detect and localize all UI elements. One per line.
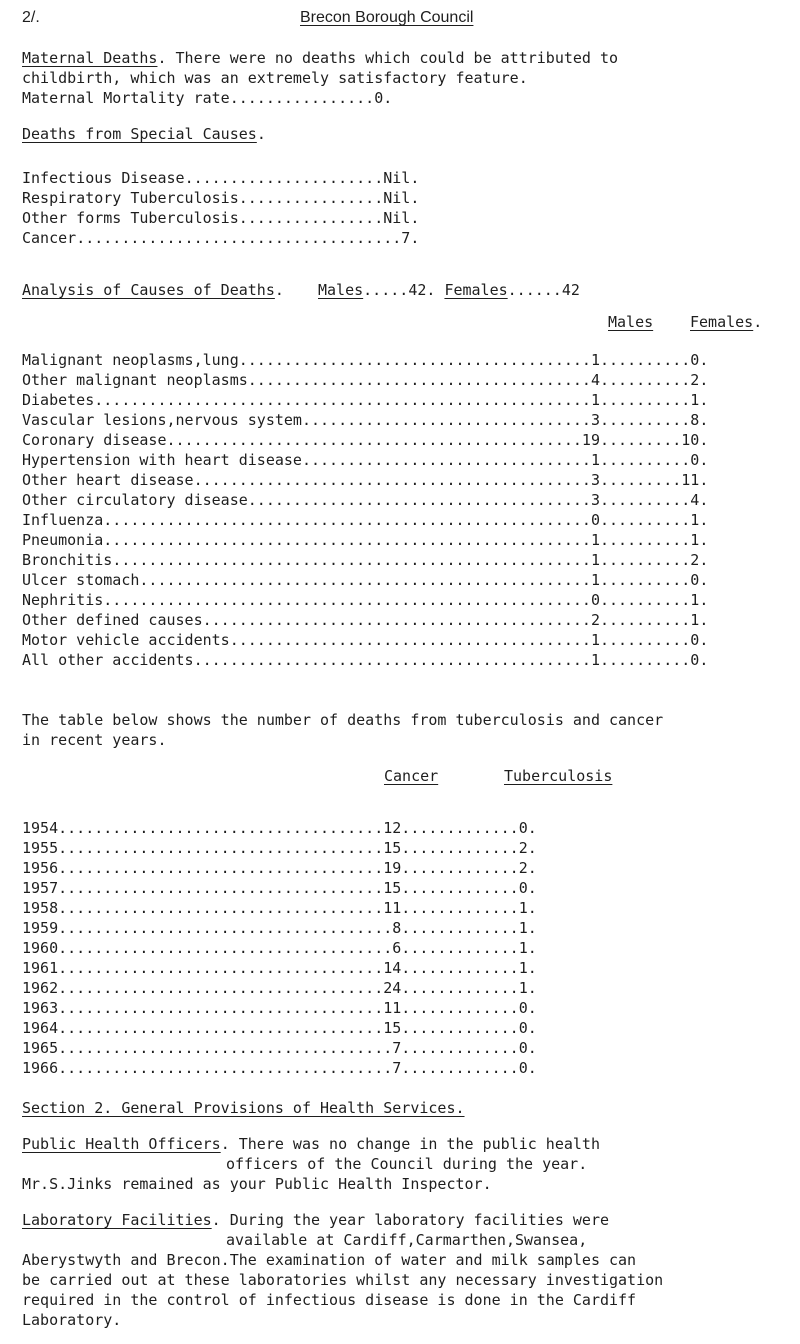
recent-cancer-value: 14 <box>383 959 402 977</box>
recent-cancer-value: 19 <box>383 859 402 877</box>
leader-dots: .......... <box>599 351 691 369</box>
leader-dots: ...................................... <box>247 371 591 389</box>
recent-cancer-value: 15 <box>383 879 402 897</box>
recent-tb-value: 0 <box>518 999 528 1017</box>
recent-year: 1959 <box>22 919 59 937</box>
section2-heading-line <box>22 1098 465 1118</box>
recent-year: 1961 <box>22 959 59 977</box>
analysis-row: Bronchitis.....................................................1..........2. <box>22 551 709 569</box>
analysis-males-value: 1 <box>590 351 600 369</box>
leader-dots: .......... <box>599 611 691 629</box>
analysis-row: Other heart disease............................................3.........11. <box>22 471 709 489</box>
analysis-males-value: 1 <box>590 651 600 669</box>
analysis-cause: Other malignant neoplasms <box>22 371 248 389</box>
recent-row: 1966.....................................7.............0. <box>22 1059 537 1077</box>
officers-text-3: Mr.S.Jinks remained as your Public Health Inspector. <box>22 1175 492 1193</box>
lab-text-2: available at Cardiff,Carmarthen,Swansea, <box>226 1231 588 1249</box>
recent-row: 1956....................................19.............2. <box>22 859 537 877</box>
analysis-row: Other circulatory disease......................................3..........4. <box>22 491 709 509</box>
special-cause-value: Nil <box>383 209 411 227</box>
leader-dots: .................................... <box>76 229 402 247</box>
leader-dots: .......... <box>599 511 691 529</box>
analysis-males-value: 1 <box>590 551 600 569</box>
analysis-row: Pneumonia......................................................1..........1. <box>22 531 709 549</box>
officers-heading: Public Health Officers <box>22 1135 221 1153</box>
analysis-males-value: 3 <box>590 411 600 429</box>
lab-text-1: During the year laboratory facilities were <box>229 1211 610 1229</box>
leader-dots: ............. <box>401 999 519 1017</box>
leader-dots: ....................................................... <box>94 391 591 409</box>
leader-dots: ............. <box>401 899 519 917</box>
maternal-rate-line: Maternal Mortality rate................0. <box>22 89 393 107</box>
leader-dots: .................................... <box>58 899 384 917</box>
leader-dots: ...................................................... <box>103 531 591 549</box>
recent-intro-1: The table below shows the number of deaths from tuberculosis and cancer <box>22 711 664 729</box>
leader-dots: ..................................... <box>58 1039 393 1057</box>
analysis-cause: Other circulatory disease <box>22 491 248 509</box>
leader-dots: ................ <box>238 209 384 227</box>
analysis-row: Vascular lesions,nervous system................................3..........8. <box>22 411 709 429</box>
leader-dots: ........................................ <box>229 631 591 649</box>
special-heading: Deaths from Special Causes <box>22 125 257 143</box>
leader-dots: .......... <box>599 451 691 469</box>
analysis-females-value: 8 <box>690 411 700 429</box>
analysis-cause: All other accidents <box>22 651 194 669</box>
leader-dots: ............................................ <box>193 471 591 489</box>
leader-dots: ............. <box>401 879 519 897</box>
recent-row: 1958....................................11.............1. <box>22 899 537 917</box>
leader-dots: ...................................... <box>247 491 591 509</box>
recent-year: 1966 <box>22 1059 59 1077</box>
analysis-heading-line: Analysis of Causes of Deaths. <box>22 281 284 299</box>
recent-cancer-value: 24 <box>383 979 402 997</box>
analysis-cause: Pneumonia <box>22 531 104 549</box>
leader-dots: ......... <box>599 431 682 449</box>
leader-dots: ............. <box>401 859 519 877</box>
analysis-males-value: 1 <box>590 631 600 649</box>
recent-intro-2: in recent years. <box>22 731 167 749</box>
analysis-males-value: 4 <box>590 371 600 389</box>
recent-row: 1954....................................12.............0. <box>22 819 537 837</box>
recent-cancer-value: 12 <box>383 819 402 837</box>
recent-cancer-value: 6 <box>392 939 402 957</box>
special-cause-label: Other forms Tuberculosis <box>22 209 239 227</box>
analysis-cause: Vascular lesions,nervous system <box>22 411 302 429</box>
leader-dots: ............. <box>401 839 519 857</box>
analysis-females-value: 1 <box>690 391 700 409</box>
analysis-row: Other defined causes...........................................2..........1. <box>22 611 709 629</box>
analysis-females-value: 4 <box>690 491 700 509</box>
analysis-row: Influenza......................................................0..........1. <box>22 511 709 529</box>
leader-dots: ..................................................... <box>112 551 591 569</box>
special-cause-label: Infectious Disease <box>22 169 185 187</box>
special-cause-row: Other forms Tuberculosis................Nil. <box>22 209 420 227</box>
recent-tb-value: 0 <box>518 879 528 897</box>
recent-year: 1965 <box>22 1039 59 1057</box>
leader-dots: ..................................... <box>58 1059 393 1077</box>
recent-row: 1962....................................24.............1. <box>22 979 537 997</box>
recent-year: 1963 <box>22 999 59 1017</box>
analysis-males-value: 1 <box>590 571 600 589</box>
leader-dots: ............. <box>401 1039 519 1057</box>
recent-tb-value: 1 <box>518 919 528 937</box>
analysis-row: All other accidents............................................1..........0. <box>22 651 709 669</box>
recent-year: 1960 <box>22 939 59 957</box>
leader-dots: .................................... <box>58 979 384 997</box>
leader-dots: ................................ <box>301 451 591 469</box>
analysis-cause: Bronchitis <box>22 551 113 569</box>
analysis-females-value: 0 <box>690 571 700 589</box>
analysis-row: Diabetes.......................................................1..........1. <box>22 391 709 409</box>
leader-dots: .......... <box>599 651 691 669</box>
recent-row: 1964....................................15.............0. <box>22 1019 537 1037</box>
lab-text-3: Aberystwyth and Brecon.The examination of water and milk samples can <box>22 1251 637 1269</box>
special-cause-row: Respiratory Tuberculosis................Nil. <box>22 189 420 207</box>
section2-heading: Section 2. General Provisions of Health Services. <box>22 1099 465 1117</box>
analysis-row: Ulcer stomach..................................................1..........0. <box>22 571 709 589</box>
analysis-col-males: Males <box>608 313 654 331</box>
analysis-males-total: 42 <box>408 281 427 299</box>
leader-dots: .................................... <box>58 879 384 897</box>
page-title: Brecon Borough Council <box>300 9 474 26</box>
analysis-cause: Influenza <box>22 511 104 529</box>
analysis-females-value: 2 <box>690 371 700 389</box>
leader-dots: ...................................................... <box>103 511 591 529</box>
recent-row: 1960.....................................6.............1. <box>22 939 537 957</box>
recent-cancer-value: 15 <box>383 839 402 857</box>
analysis-males-value: 0 <box>590 591 600 609</box>
lab-heading: Laboratory Facilities <box>22 1211 212 1229</box>
leader-dots: .......... <box>599 571 691 589</box>
special-cause-value: 7 <box>401 229 411 247</box>
analysis-females-value: 1 <box>690 611 700 629</box>
leader-dots: ............................................ <box>193 651 591 669</box>
recent-tb-value: 0 <box>518 819 528 837</box>
special-heading-line: Deaths from Special Causes. <box>22 125 266 143</box>
analysis-males-value: 1 <box>590 451 600 469</box>
leader-dots: ................ <box>238 189 384 207</box>
leader-dots: ............. <box>401 979 519 997</box>
recent-row: 1957....................................15.............0. <box>22 879 537 897</box>
officers-line-1: Public Health Officers. There was no change in the public health <box>22 1135 600 1153</box>
special-cause-value: Nil <box>383 189 411 207</box>
analysis-cause: Other heart disease <box>22 471 194 489</box>
analysis-females-value: 1 <box>690 591 700 609</box>
recent-tb-value: 0 <box>518 1059 528 1077</box>
page-number: 2/. <box>22 9 40 26</box>
analysis-males-value: 2 <box>590 611 600 629</box>
analysis-heading: Analysis of Causes of Deaths <box>22 281 275 299</box>
recent-row: 1963....................................11.............0. <box>22 999 537 1017</box>
special-cause-value: Nil <box>383 169 411 187</box>
analysis-females-value: 0 <box>690 451 700 469</box>
leader-dots: .............................................. <box>166 431 582 449</box>
analysis-cause: Malignant neoplasms,lung <box>22 351 239 369</box>
recent-cancer-value: 7 <box>392 1039 402 1057</box>
analysis-cause: Motor vehicle accidents <box>22 631 230 649</box>
analysis-females-value: 0 <box>690 351 700 369</box>
leader-dots: ..................................... <box>58 939 393 957</box>
analysis-males-value: 3 <box>590 471 600 489</box>
leader-dots: ......... <box>599 471 682 489</box>
recent-col-tb: Tuberculosis <box>504 767 613 785</box>
analysis-females-value: 0 <box>690 651 700 669</box>
recent-col-cancer: Cancer <box>384 767 439 785</box>
recent-tb-value: 1 <box>518 899 528 917</box>
recent-year: 1957 <box>22 879 59 897</box>
analysis-cause: Coronary disease <box>22 431 167 449</box>
analysis-males-label: Males <box>318 281 364 299</box>
maternal-line-1: Maternal Deaths. There were no deaths which could be attributed to <box>22 49 619 67</box>
lab-text-4: be carried out at these laboratories whilst any necessary investigation <box>22 1271 664 1289</box>
recent-tb-value: 2 <box>518 859 528 877</box>
leader-dots: ............. <box>401 939 519 957</box>
analysis-row: Hypertension with heart disease................................1..........0. <box>22 451 709 469</box>
leader-dots: .................................... <box>58 959 384 977</box>
recent-tb-value: 1 <box>518 979 528 997</box>
leader-dots: .................................... <box>58 999 384 1017</box>
recent-year: 1962 <box>22 979 59 997</box>
lab-line-1: Laboratory Facilities. During the year laboratory facilities were <box>22 1211 610 1229</box>
recent-year: 1958 <box>22 899 59 917</box>
officers-text-1: There was no change in the public health <box>238 1135 600 1153</box>
leader-dots: ............. <box>401 1059 519 1077</box>
analysis-row: Malignant neoplasms,lung.......................................1..........0. <box>22 351 709 369</box>
leader-dots: .................................... <box>58 839 384 857</box>
recent-year: 1964 <box>22 1019 59 1037</box>
analysis-cause: Nephritis <box>22 591 104 609</box>
analysis-row: Motor vehicle accidents........................................1..........0. <box>22 631 709 649</box>
lab-text-6: Laboratory. <box>22 1311 122 1329</box>
leader-dots: .......... <box>599 491 691 509</box>
recent-tb-value: 1 <box>518 939 528 957</box>
recent-year: 1954 <box>22 819 59 837</box>
analysis-males-value: 3 <box>590 491 600 509</box>
leader-dots: ....................................... <box>238 351 591 369</box>
analysis-females-value: 1 <box>690 511 700 529</box>
analysis-cause: Ulcer stomach <box>22 571 140 589</box>
lab-text-5: required in the control of infectious disease is done in the Cardiff <box>22 1291 637 1309</box>
recent-tb-value: 0 <box>518 1019 528 1037</box>
leader-dots: ............. <box>401 919 519 937</box>
recent-tb-value: 1 <box>518 959 528 977</box>
analysis-females-value: 11 <box>681 471 700 489</box>
analysis-totals: Males.....42. Females......42 <box>318 281 580 299</box>
leader-dots: ................................ <box>301 411 591 429</box>
leader-dots: ...................................................... <box>103 591 591 609</box>
analysis-females-value: 2 <box>690 551 700 569</box>
special-cause-row: Infectious Disease......................Nil. <box>22 169 420 187</box>
leader-dots: .................................................. <box>139 571 591 589</box>
leader-dots: .......... <box>599 591 691 609</box>
analysis-row: Coronary disease..............................................19.........10. <box>22 431 709 449</box>
analysis-females-value: 0 <box>690 631 700 649</box>
leader-dots: ............. <box>401 819 519 837</box>
analysis-males-value: 1 <box>590 391 600 409</box>
analysis-cause: Other defined causes <box>22 611 203 629</box>
recent-cancer-value: 11 <box>383 899 402 917</box>
recent-cancer-value: 8 <box>392 919 402 937</box>
maternal-heading: Maternal Deaths <box>22 49 158 67</box>
leader-dots: ............. <box>401 1019 519 1037</box>
leader-dots: .......... <box>599 371 691 389</box>
recent-tb-value: 2 <box>518 839 528 857</box>
analysis-females-value: 1 <box>690 531 700 549</box>
leader-dots: .................................... <box>58 819 384 837</box>
analysis-cause: Diabetes <box>22 391 95 409</box>
recent-row: 1961....................................14.............1. <box>22 959 537 977</box>
recent-tb-value: 0 <box>518 1039 528 1057</box>
analysis-females-value: 10 <box>681 431 700 449</box>
leader-dots: .......... <box>599 551 691 569</box>
recent-year: 1956 <box>22 859 59 877</box>
analysis-males-value: 0 <box>590 511 600 529</box>
recent-cancer-value: 11 <box>383 999 402 1017</box>
recent-row: 1959.....................................8.............1. <box>22 919 537 937</box>
leader-dots: .......... <box>599 391 691 409</box>
leader-dots: .......... <box>599 531 691 549</box>
analysis-males-value: 1 <box>590 531 600 549</box>
maternal-text-1: There were no deaths which could be attributed to <box>175 49 619 67</box>
recent-cancer-value: 15 <box>383 1019 402 1037</box>
analysis-cause: Hypertension with heart disease <box>22 451 302 469</box>
leader-dots: .......... <box>599 411 691 429</box>
analysis-col-females-wrap: Females. <box>690 313 763 331</box>
leader-dots: ..................................... <box>58 919 393 937</box>
analysis-row: Other malignant neoplasms......................................4..........2. <box>22 371 709 389</box>
leader-dots: .................................... <box>58 859 384 877</box>
leader-dots: ........................................... <box>202 611 591 629</box>
leader-dots: ............. <box>401 959 519 977</box>
maternal-text-2: childbirth, which was an extremely satisfactory feature. <box>22 69 528 87</box>
leader-dots: .................................... <box>58 1019 384 1037</box>
analysis-females-label: Females <box>444 281 508 299</box>
analysis-females-total: 42 <box>561 281 580 299</box>
maternal-rate-label: Maternal Mortality rate <box>22 89 230 107</box>
analysis-males-value: 19 <box>581 431 600 449</box>
leader-dots: .......... <box>599 631 691 649</box>
recent-cancer-value: 7 <box>392 1059 402 1077</box>
analysis-row: Nephritis......................................................0..........1. <box>22 591 709 609</box>
recent-row: 1955....................................15.............2. <box>22 839 537 857</box>
special-cause-label: Respiratory Tuberculosis <box>22 189 239 207</box>
maternal-rate-value: 0 <box>374 89 384 107</box>
recent-year: 1955 <box>22 839 59 857</box>
leader-dots: ...................... <box>184 169 384 187</box>
special-cause-row: Cancer....................................7. <box>22 229 420 247</box>
special-cause-label: Cancer <box>22 229 77 247</box>
officers-text-2: officers of the Council during the year. <box>226 1155 588 1173</box>
recent-row: 1965.....................................7.............0. <box>22 1039 537 1057</box>
analysis-col-females: Females <box>690 313 754 331</box>
